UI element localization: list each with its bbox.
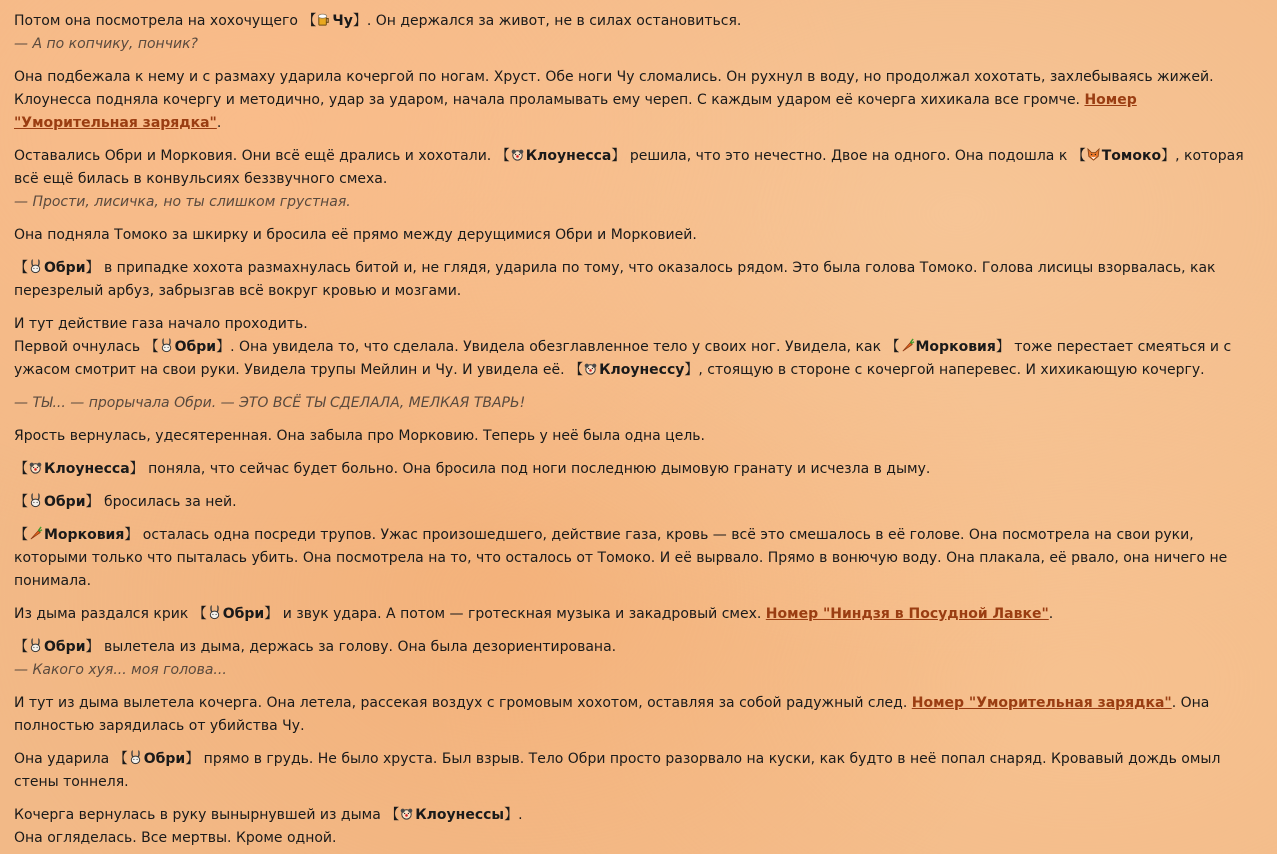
tag-bracket-close: 】 <box>124 527 139 543</box>
dialogue-line: — ТЫ... — прорычала Обри. — ЭТО ВСЁ ТЫ СДЕЛАЛА, МЕЛКАЯ ТВАРЬ! <box>14 395 526 411</box>
act-link[interactable]: Номер "Уморительная зарядка" <box>14 92 1137 131</box>
character-tag <box>1072 148 1175 164</box>
tag-bracket-close: 】 <box>85 494 100 510</box>
dialogue-line: — Какого хуя... моя голова... <box>14 662 227 678</box>
character-tag <box>14 461 144 477</box>
clown-icon <box>510 147 525 162</box>
tag-bracket-open: 【 <box>14 527 28 543</box>
tag-bracket-open: 【 <box>113 751 128 767</box>
paragraph <box>14 10 1264 56</box>
text-run: Она подняла Томоко за шкирку и бросила её прямо между дерущимися Обри и Морковией. <box>14 227 697 243</box>
tag-bracket-open: 【 <box>885 339 900 355</box>
text-run: . Она увидела то, что сделала. Увидела обезглавленное тело у своих ног. Увидела, как <box>230 339 886 355</box>
text-run: осталась одна посреди трупов. Ужас произошедшего, действие газа, кровь — всё это смешалось в её голове. Она посмотрела на свои руки, которыми только что пыталась убить. Она посмотрела на то, что осталось от Томоко. И её вырвало. Прямо в вонючую воду. Она плакала, её рвало, она ничего не понимала. <box>14 527 1228 589</box>
character-name: Морковия <box>44 527 125 543</box>
rabbit-icon <box>207 605 222 620</box>
tag-bracket-open: 【 <box>14 494 28 510</box>
tag-bracket-open: 【 <box>495 148 510 164</box>
tag-bracket-open: 【 <box>14 461 28 477</box>
text-run: Она огляделась. Все мертвы. Кроме одной. <box>14 830 337 846</box>
character-name: Обри <box>174 339 217 355</box>
tag-bracket-close: 】 <box>611 148 626 164</box>
tag-bracket-open: 【 <box>192 606 207 622</box>
tag-bracket-open: 【 <box>385 807 400 823</box>
tag-bracket-open: 【 <box>302 13 317 29</box>
character-tag <box>496 148 626 164</box>
act-link[interactable]: Номер "Уморительная зарядка" <box>911 695 1172 711</box>
text-run: . <box>518 807 523 823</box>
dialogue-line: — Прости, лисичка, но ты слишком грустная. <box>14 194 351 210</box>
character-name: Клоунессу <box>599 362 685 378</box>
character-tag <box>14 527 138 543</box>
tag-bracket-close: 】 <box>1161 148 1176 164</box>
text-run: решила, что это нечестно. Двое на одного. Она подошла к <box>625 148 1072 164</box>
text-run: поняла, что сейчас будет больно. Она бросила под ноги последнюю дымовую гранату и исчезла в дыму. <box>143 461 931 477</box>
character-name: Обри <box>143 751 186 767</box>
text-run: Она ударила <box>14 751 114 767</box>
character-tag <box>302 13 366 29</box>
carrot-icon <box>900 338 915 353</box>
character-tag <box>886 339 1010 355</box>
tag-bracket-close: 】 <box>216 339 231 355</box>
paragraph <box>14 425 1264 448</box>
text-run: в припадке хохота размахнулась битой и, не глядя, ударила по тому, что оказалось рядом. Это была голова Томоко. Голова лисицы взорвалась, как перезрелый арбуз, забрызгав всё вокруг кровью и мозгами. <box>14 260 1216 299</box>
text-run: , стоящую в стороне с кочергой наперевес. И хихикающую кочергу. <box>698 362 1205 378</box>
paragraph <box>14 224 1264 247</box>
tag-bracket-close: 】 <box>995 339 1010 355</box>
character-name: Морковия <box>915 339 996 355</box>
paragraph <box>14 66 1264 135</box>
character-tag <box>569 362 698 378</box>
character-name: Обри <box>44 494 86 510</box>
text-run: . Она полностью зарядилась от убийства Чу. <box>14 695 1210 734</box>
rabbit-icon <box>28 638 43 653</box>
character-tag <box>14 260 100 276</box>
paragraph <box>14 748 1264 794</box>
character-name: Чу <box>332 13 353 29</box>
text-run: тоже перестает смеяться и с ужасом смотрит на свои руки. Увидела трупы Мейлин и Чу. И увидела её. <box>14 339 1232 378</box>
fox-icon <box>1086 147 1101 162</box>
clown-icon <box>583 361 598 376</box>
character-tag <box>14 494 100 510</box>
character-name: Обри <box>44 260 86 276</box>
tag-bracket-close: 】 <box>352 13 367 29</box>
character-tag <box>14 639 100 655</box>
tag-bracket-close: 】 <box>264 606 279 622</box>
tag-bracket-close: 】 <box>684 362 699 378</box>
rabbit-icon <box>128 750 143 765</box>
text-run: . <box>216 115 222 131</box>
text-run: , которая всё ещё билась в конвульсиях беззвучного смеха. <box>14 148 1244 187</box>
beer-icon <box>316 12 331 27</box>
clown-icon <box>28 460 43 475</box>
dialogue-line: — А по копчику, пончик? <box>14 36 198 52</box>
character-tag <box>193 606 279 622</box>
rabbit-icon <box>159 338 174 353</box>
paragraph <box>14 257 1264 303</box>
tag-bracket-open: 【 <box>144 339 159 355</box>
character-tag <box>385 807 518 823</box>
text-run: бросилась за ней. <box>99 494 237 510</box>
paragraph <box>14 491 1264 514</box>
rabbit-icon <box>28 493 43 508</box>
paragraph <box>14 313 1264 382</box>
text-run: и звук удара. А потом — гротескная музыка и закадровый смех. <box>278 606 766 622</box>
character-name: Клоунессы <box>415 807 505 823</box>
paragraph <box>14 392 1264 415</box>
tag-bracket-close: 】 <box>85 260 100 276</box>
tag-bracket-close: 】 <box>504 807 519 823</box>
paragraph <box>14 524 1264 593</box>
text-run: Ярость вернулась, удесятеренная. Она забыла про Морковию. Теперь у неё была одна цель. <box>14 428 705 444</box>
rabbit-icon <box>28 259 43 274</box>
character-tag <box>145 339 231 355</box>
character-tag <box>114 751 200 767</box>
tag-bracket-close: 】 <box>129 461 144 477</box>
tag-bracket-open: 【 <box>569 362 584 378</box>
text-run: И тут из дыма вылетела кочерга. Она летела, рассекая воздух с громовым хохотом, оставляя за собой радужный след. <box>14 695 912 711</box>
paragraph <box>14 458 1264 481</box>
text-run: вылетела из дыма, держась за голову. Она была дезориентирована. <box>99 639 617 655</box>
text-run: Она подбежала к нему и с размаху ударила кочергой по ногам. Хруст. Обе ноги Чу сломались. Он рухнул в воду, но продолжал хохотать, захлебываясь жижей. Клоунесса подняла кочергу и методично, удар за ударом, начала проламывать ему череп. С каждым ударом её кочерга хихикала все громче. <box>14 69 1214 108</box>
character-name: Обри <box>222 606 265 622</box>
text-run: Потом она посмотрела на хохочущего <box>14 13 303 29</box>
text-run: Кочерга вернулась в руку вынырнувшей из дыма <box>14 807 386 823</box>
text-run: . <box>1048 606 1054 622</box>
paragraph <box>14 804 1264 850</box>
tag-bracket-open: 【 <box>14 260 28 276</box>
act-link[interactable]: Номер "Ниндзя в Посудной Лавке" <box>765 606 1049 622</box>
character-name: Клоунесса <box>525 148 612 164</box>
text-run: . Он держался за живот, не в силах остановиться. <box>366 13 742 29</box>
paragraph <box>14 692 1264 738</box>
carrot-icon <box>28 526 43 541</box>
character-name: Клоунесса <box>44 461 130 477</box>
text-run: Первой очнулась <box>14 339 145 355</box>
character-name: Томоко <box>1101 148 1162 164</box>
character-name: Обри <box>44 639 86 655</box>
text-run: Оставались Обри и Морковия. Они всё ещё дрались и хохотали. <box>14 148 496 164</box>
text-run: прямо в грудь. Не было хруста. Был взрыв. Тело Обри просто разорвало на куски, как будто в неё попал снаряд. Кровавый дождь омыл стены тоннеля. <box>14 751 1221 790</box>
tag-bracket-close: 】 <box>85 639 100 655</box>
clown-icon <box>399 806 414 821</box>
tag-bracket-close: 】 <box>185 751 200 767</box>
paragraph <box>14 636 1264 682</box>
tag-bracket-open: 【 <box>14 639 28 655</box>
paragraph <box>14 145 1264 214</box>
text-run: И тут действие газа начало проходить. <box>14 316 308 332</box>
tag-bracket-open: 【 <box>1071 148 1086 164</box>
text-run: Из дыма раздался крик <box>14 606 193 622</box>
paragraph <box>14 603 1264 626</box>
